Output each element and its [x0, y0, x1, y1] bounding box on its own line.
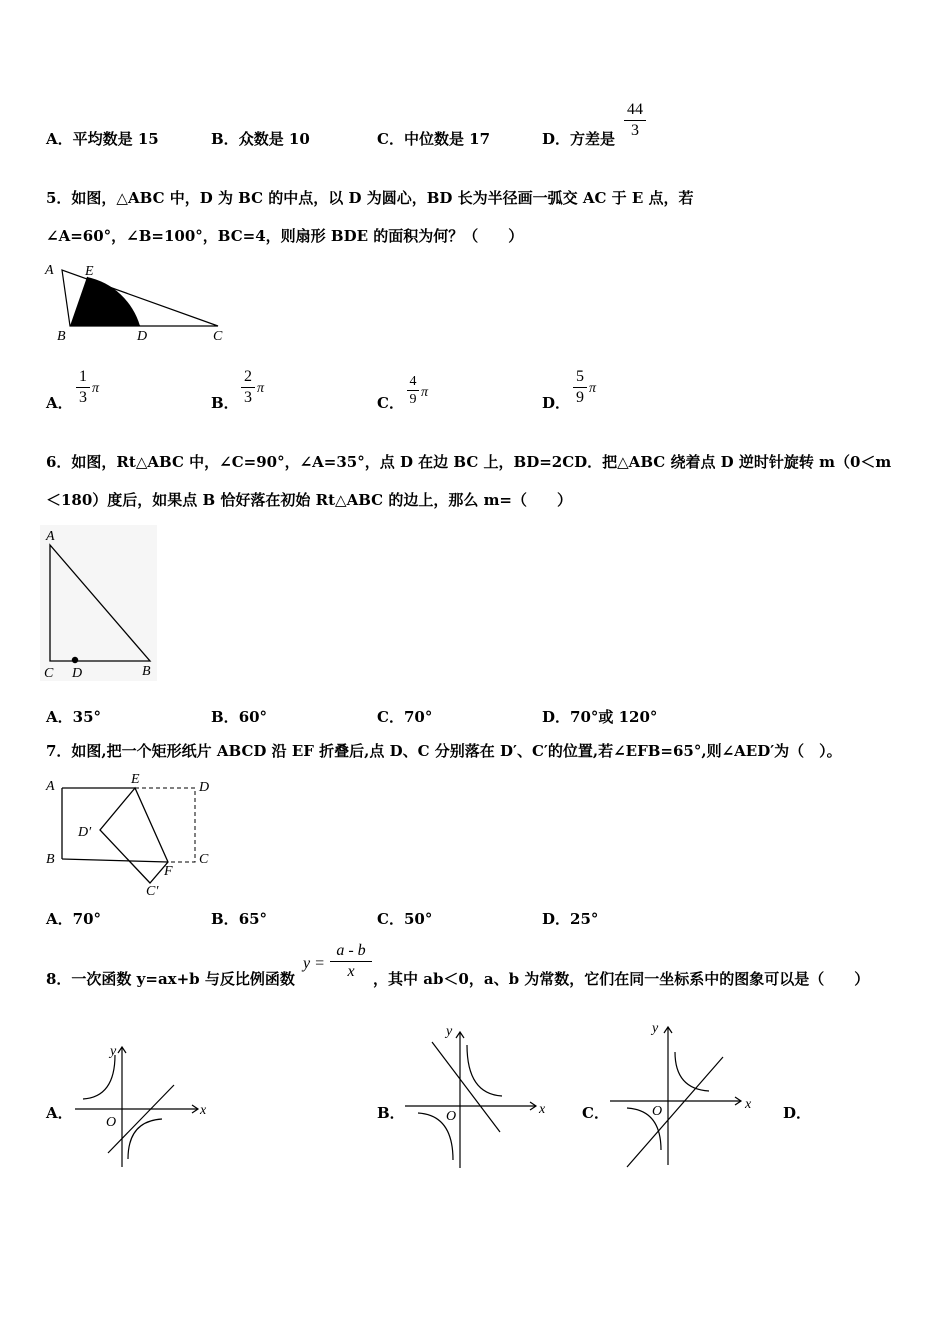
label-x: x	[745, 1097, 752, 1112]
q5-option-d[interactable]	[542, 392, 570, 413]
option-letter: A．	[46, 910, 73, 928]
q6-figure-right-triangle	[40, 525, 165, 685]
q6-option-b[interactable]	[211, 706, 267, 727]
fraction-numerator: 44	[627, 101, 643, 118]
option-letter: C．	[582, 1104, 609, 1122]
figure-background	[40, 525, 157, 681]
q8-option-d[interactable]	[783, 1102, 811, 1123]
label-c: C	[199, 852, 209, 867]
label-e: E	[85, 264, 94, 279]
q5-option-b[interactable]	[211, 392, 239, 413]
fraction-numerator: 4	[409, 374, 417, 389]
q8-graph-b	[400, 1020, 555, 1175]
label-y: y	[652, 1021, 659, 1036]
hyperbola-branch-q1	[467, 1045, 502, 1096]
label-a: A	[45, 263, 54, 278]
q6-option-c[interactable]	[377, 706, 432, 727]
fraction-numerator: 2	[244, 368, 252, 385]
label-d: D	[137, 329, 148, 344]
q5-option-a[interactable]	[46, 392, 73, 413]
q5-option-b-fraction	[241, 368, 255, 407]
label-b: B	[46, 852, 55, 867]
linear-line	[627, 1057, 723, 1167]
label-y: y	[110, 1044, 117, 1059]
pi-symbol: π	[92, 381, 100, 396]
q8-stem-suffix: ，其中 ab＜0，a、b 为常数，它们在同一坐标系中的图象可以是（ ）	[373, 970, 870, 988]
q5-option-c[interactable]	[377, 392, 404, 413]
option-letter: C．	[377, 708, 404, 726]
option-letter: B．	[211, 394, 239, 412]
hyperbola-branch-q4	[128, 1119, 162, 1159]
option-text: 70°或 120°	[570, 708, 658, 726]
q7-stem: 7．如图,把一个矩形纸片 ABCD 沿 EF 折叠后,点 D、C 分别落在 D′、C′的位置,若∠EFB=65°,则∠AED′为（ ）。	[46, 742, 842, 760]
option-text: 方差是	[570, 130, 616, 148]
option-text: 35°	[72, 708, 102, 726]
q5-stem-line1: 5．如图，△ABC 中，D 为 BC 的中点，以 D 为圆心，BD 长为半径画一弧交 AC 于 E 点，若	[46, 189, 694, 207]
fraction-bar	[76, 387, 90, 388]
option-letter: D．	[542, 708, 571, 726]
q5-stem-line2: ∠A=60°，∠B=100°，BC=4，则扇形 BDE 的面积为何？（ ）	[46, 227, 524, 245]
original-edge-dashed	[135, 788, 195, 862]
q8-option-a[interactable]	[46, 1102, 73, 1123]
hyperbola-branch-q1	[675, 1052, 709, 1091]
q4-option-d[interactable]	[542, 128, 615, 149]
q7-option-b[interactable]	[211, 908, 267, 929]
label-a: A	[46, 779, 55, 794]
q8-stem-prefix: 8．一次函数 y=ax+b 与反比例函数	[46, 970, 295, 988]
label-f: F	[164, 864, 173, 879]
option-text: 平均数是 15	[72, 130, 159, 148]
q4-option-c[interactable]	[377, 128, 490, 149]
q4-option-b[interactable]	[211, 128, 310, 149]
fraction-numerator: 1	[79, 368, 87, 385]
q5-option-d-fraction	[573, 368, 587, 407]
option-letter: C．	[377, 394, 404, 412]
option-text: 25°	[570, 910, 599, 928]
pi-symbol: π	[421, 385, 429, 400]
fraction-denominator: 9	[576, 389, 584, 406]
q8-formula-y: y =	[303, 955, 325, 972]
label-d-prime: D′	[78, 825, 92, 840]
option-letter: B．	[377, 1104, 405, 1122]
label-x: x	[200, 1103, 207, 1118]
fraction-denominator: 3	[631, 122, 639, 139]
fraction-bar	[624, 120, 646, 121]
q8-graph-c	[605, 1015, 765, 1170]
option-letter: A．	[46, 708, 73, 726]
option-letter: B．	[211, 910, 239, 928]
hyperbola-branch-q2	[83, 1055, 115, 1099]
pi-symbol: π	[257, 381, 265, 396]
fraction-denominator: 3	[79, 389, 87, 406]
option-text: 65°	[238, 910, 268, 928]
q7-option-d[interactable]	[542, 908, 598, 929]
folded-quad-ed-c-f	[100, 788, 168, 883]
option-letter: D．	[783, 1104, 812, 1122]
fraction-denominator: 9	[409, 392, 417, 407]
option-text: 70°	[403, 708, 433, 726]
label-origin: O	[652, 1104, 663, 1119]
fraction-denominator: 3	[244, 389, 252, 406]
linear-line	[108, 1085, 174, 1153]
q8-formula-fraction	[330, 942, 372, 981]
option-text: 50°	[403, 910, 433, 928]
edge-bf	[62, 859, 168, 862]
fraction-numerator: a - b	[336, 942, 366, 959]
option-letter: A．	[46, 394, 73, 412]
q5-option-a-fraction	[76, 368, 90, 407]
option-letter: D．	[542, 910, 571, 928]
label-b: B	[142, 664, 151, 679]
fraction-bar	[573, 387, 587, 388]
option-letter: A．	[46, 1104, 73, 1122]
fraction-denominator: x	[347, 963, 355, 980]
label-y: y	[446, 1024, 453, 1039]
pi-symbol: π	[589, 381, 597, 396]
option-letter: A．	[46, 130, 73, 148]
option-letter: B．	[211, 708, 239, 726]
q6-option-d[interactable]	[542, 706, 657, 727]
option-text: 中位数是 17	[403, 130, 491, 148]
option-text: 70°	[72, 910, 102, 928]
label-origin: O	[446, 1109, 457, 1124]
q5-option-c-fraction	[407, 374, 419, 407]
point-d	[72, 657, 78, 663]
option-text: 众数是 10	[238, 130, 310, 148]
option-letter: D．	[542, 394, 571, 412]
label-c: C	[44, 666, 54, 681]
fraction-bar	[241, 387, 255, 388]
label-d: D	[72, 666, 83, 681]
label-e: E	[131, 772, 140, 787]
label-a: A	[46, 529, 55, 544]
q6-stem-line2: ＜180）度后，如果点 B 恰好落在初始 Rt△ABC 的边上，那么 m=（ ）	[46, 491, 573, 509]
label-c-prime: C′	[146, 884, 159, 898]
q6-stem-line1: 6．如图，Rt△ABC 中，∠C=90°，∠A=35°，点 D 在边 BC 上，BD=2CD．把△ABC 绕着点 D 逆时针旋转 m（0＜m	[46, 453, 892, 471]
q4-option-a[interactable]	[46, 128, 159, 149]
q4-variance-fraction	[624, 101, 646, 140]
label-c: C	[213, 329, 223, 344]
fraction-bar	[330, 961, 372, 962]
q5-figure-triangle	[40, 258, 240, 348]
q7-option-a[interactable]	[46, 908, 101, 929]
fraction-bar	[407, 390, 419, 391]
label-origin: O	[106, 1115, 117, 1130]
label-x: x	[539, 1102, 546, 1117]
option-letter: C．	[377, 910, 404, 928]
option-letter: D．	[542, 130, 571, 148]
sector-bde	[70, 277, 140, 326]
label-d: D	[199, 780, 210, 795]
option-text: 60°	[238, 708, 268, 726]
q6-option-a[interactable]	[46, 706, 101, 727]
q7-option-c[interactable]	[377, 908, 432, 929]
label-b: B	[57, 329, 66, 344]
option-letter: B．	[211, 130, 239, 148]
q8-graph-a	[70, 1035, 215, 1175]
q7-figure-folded-rectangle	[40, 768, 225, 898]
linear-line	[432, 1042, 500, 1132]
option-letter: C．	[377, 130, 404, 148]
fraction-numerator: 5	[576, 368, 584, 385]
